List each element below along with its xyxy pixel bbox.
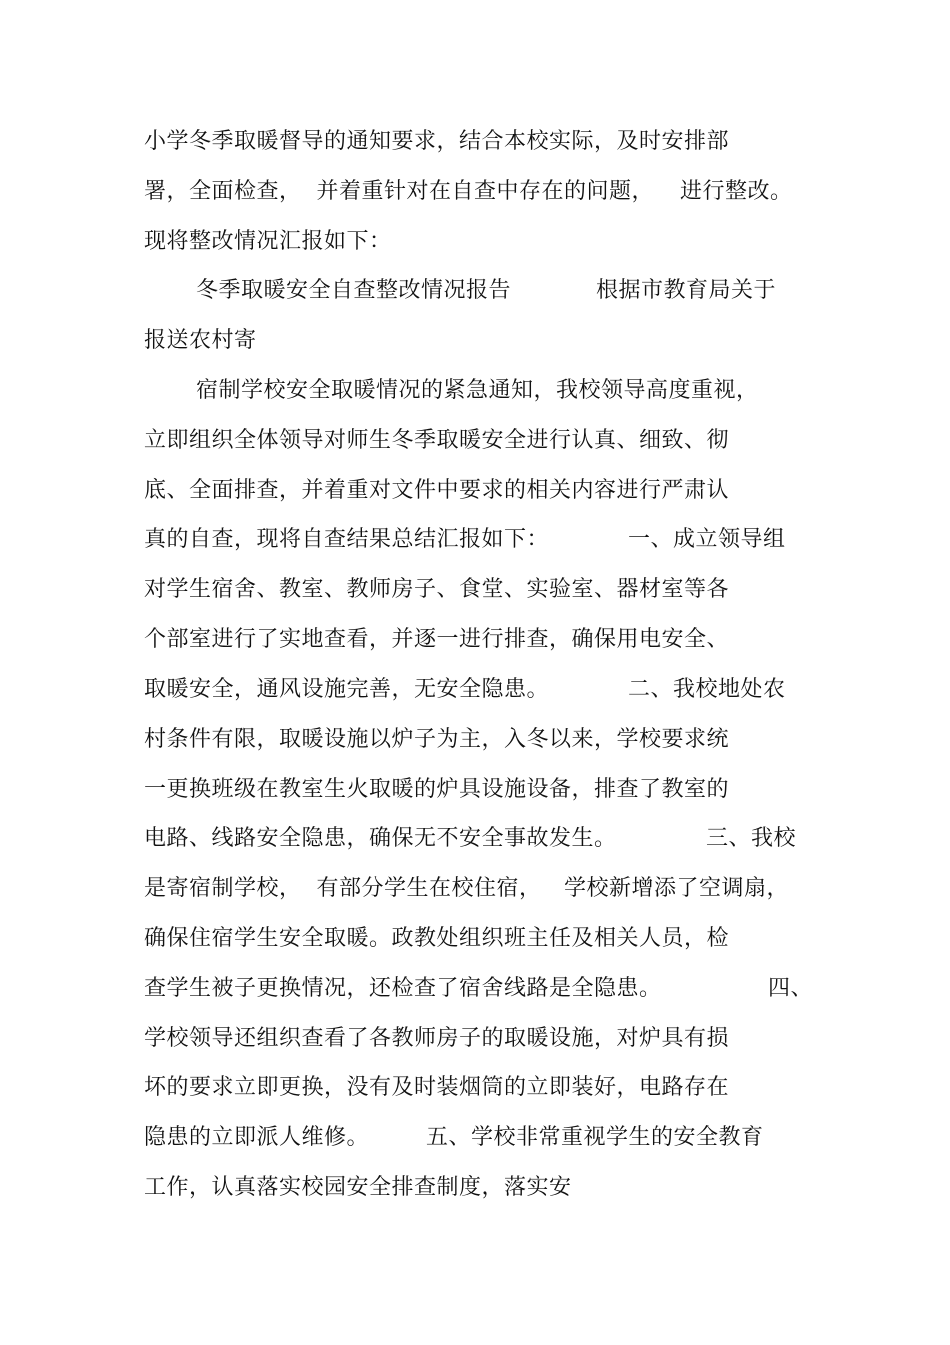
report-heading: 冬季取暖安全自查整改情况报告 [196,278,512,303]
text-segment: 真的自查，现将自查结果总结汇报如下： [144,527,550,552]
text-segment: 查学生被子更换情况，还检查了宿舍线路是全隐患。 [144,976,662,1001]
text-line [144,376,759,406]
text-segment: 底、全面排查，并着重对文件中要求的相关内容进行严肃认 [144,478,730,503]
text-segment: 村条件有限，取暖设施以炉子为主，入冬以来，学校要求统 [144,727,730,752]
text-segment: 现将整改情况汇报如下： [144,229,392,254]
text-segment: 署，全面检查， 并着重针对在自查中存在的问题， [144,179,654,204]
text-line [144,824,797,854]
text-segment: 宿制学校安全取暖情况的紧急通知，我校领导高度重视， [196,378,759,403]
text-segment: 工作，认真落实校园安全排查制度，落实安 [144,1175,572,1200]
text-line [144,1024,730,1054]
text-line [144,775,730,805]
section-heading: 四、 [768,976,814,1001]
section-heading: 一、成立领导组 [628,527,786,552]
text-segment: 个部室进行了实地查看，并逐一进行排查，确保用电安全、 [144,627,730,652]
text-segment: 坏的要求立即更换，没有及时装烟筒的立即装好，电路存在 [144,1075,730,1100]
text-segment: 隐患的立即派人维修。 [144,1125,370,1150]
text-line [144,276,777,306]
text-line [144,1073,730,1103]
text-line [144,476,730,506]
text-segment: 根据市教育局关于 [596,278,777,303]
text-line [144,525,786,555]
text-line [144,874,789,904]
text-line [144,725,730,755]
text-segment: 电路、线路安全隐患，确保无不安全事故发生。 [144,826,617,851]
text-segment: 一更换班级在教室生火取暖的炉具设施设备，排查了教室的 [144,777,730,802]
text-line [144,675,786,705]
text-line [144,625,730,655]
text-line [144,575,730,605]
text-segment: 对学生宿舍、教室、教师房子、食堂、实验室、器材室等各 [144,577,730,602]
text-line [144,974,814,1004]
text-line [144,177,793,207]
text-segment: 小学冬季取暖督导的通知要求，结合本校实际，及时安排部 [144,129,730,154]
section-heading: 三、我校 [706,826,797,851]
text-line [144,227,392,257]
text-line [144,1123,764,1153]
text-segment: 报送农村寄 [144,328,257,353]
section-heading: 二、我校地处农 [628,677,786,702]
text-segment: 立即组织全体领导对师生冬季取暖安全进行认真、细致、彻 [144,428,730,453]
text-segment: 取暖安全，通风设施完善，无安全隐患。 [144,677,550,702]
text-segment: 确保住宿学生安全取暖。政教处组织班主任及相关人员，检 [144,926,730,951]
text-segment: 是寄宿制学校， 有部分学生在校住宿， 学校新增添了空调扇， [144,876,789,901]
text-line [144,924,730,954]
text-line [144,326,257,356]
text-line [144,1173,572,1203]
text-line [144,127,730,157]
text-segment: 进行整改。 [680,179,793,204]
text-segment: 学校领导还组织查看了各教师房子的取暖设施，对炉具有损 [144,1026,730,1051]
section-heading: 五、学校非常重视学生的安全教育 [426,1125,764,1150]
text-line [144,426,730,456]
